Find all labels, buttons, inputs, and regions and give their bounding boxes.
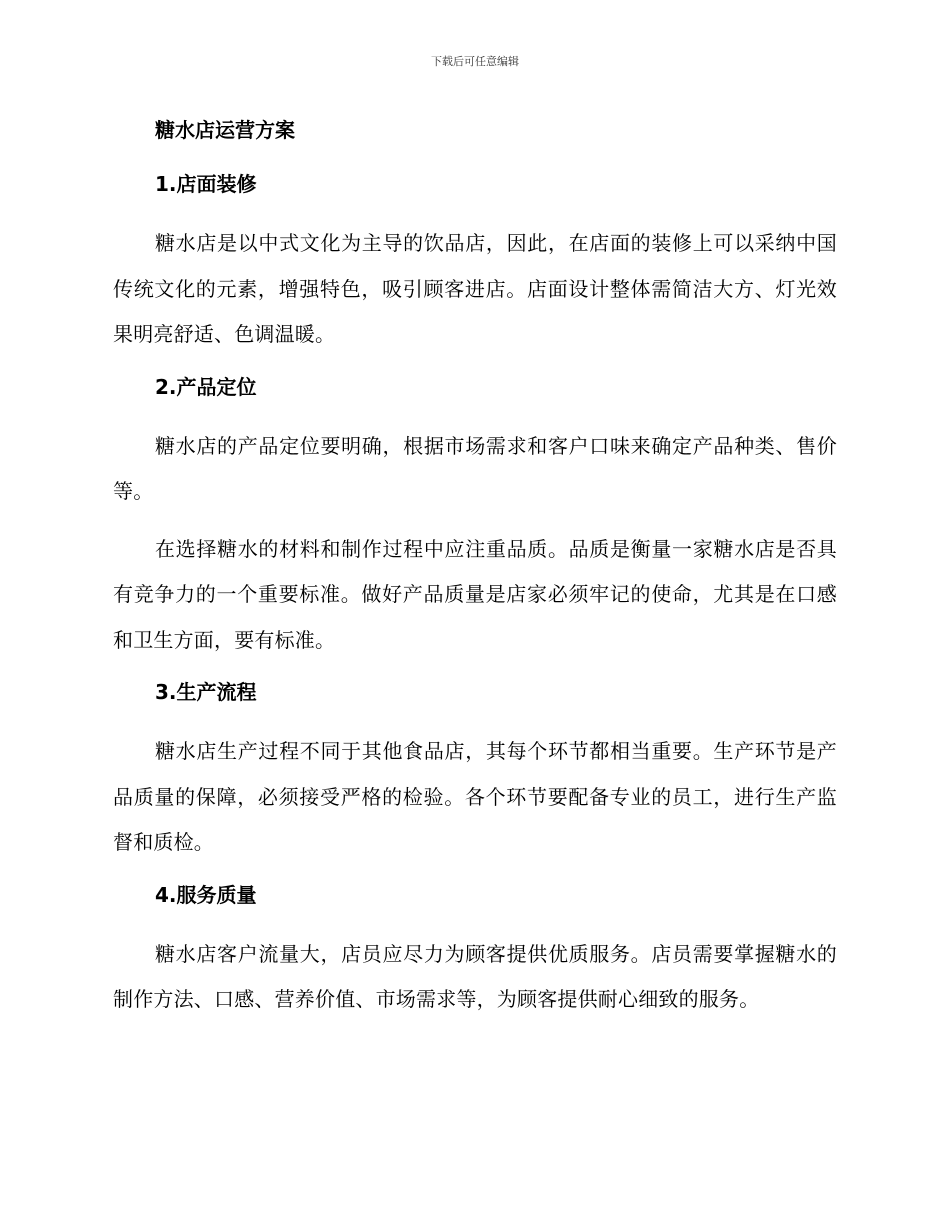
section-heading: 3.生产流程 — [155, 680, 257, 704]
paragraph: 糖水店客户流量大，店员应尽力为顾客提供优质服务。店员需要掌握糖水的制作方法、口感、营养价值、市场需求等，为顾客提供耐心细致的服务。 — [113, 941, 837, 1011]
page-header-note: 下载后可任意编辑 — [431, 55, 519, 68]
section-production-process — [113, 675, 837, 866]
paragraph: 糖水店的产品定位要明确，根据市场需求和客户口味来确定产品种类、售价等。 — [113, 433, 837, 503]
section-service-quality — [113, 878, 837, 1023]
section-storefront — [113, 167, 837, 358]
paragraph: 在选择糖水的材料和制作过程中应注重品质。品质是衡量一家糖水店是否具有竞争力的一个重要标准。做好产品质量是店家必须牢记的使命，尤其是在口感和卫生方面，要有标准。 — [113, 536, 837, 652]
section-heading: 4.服务质量 — [155, 882, 257, 907]
document-title: 糖水店运营方案 — [155, 118, 295, 142]
paragraph: 糖水店是以中式文化为主导的饮品店，因此，在店面的装修上可以采纳中国传统文化的元素，增强特色，吸引顾客进店。店面设计整体需简洁大方、灯光效果明亮舒适、色调温暖。 — [113, 231, 837, 346]
section-heading: 1.店面装修 — [155, 172, 257, 196]
section-product-positioning — [113, 370, 837, 664]
paragraph: 糖水店生产过程不同于其他食品店，其每个环节都相当重要。生产环节是产品质量的保障，必须接受严格的检验。各个环节要配备专业的员工，进行生产监督和质检。 — [113, 739, 837, 854]
section-heading: 2.产品定位 — [155, 374, 257, 399]
document-body — [113, 113, 837, 1035]
